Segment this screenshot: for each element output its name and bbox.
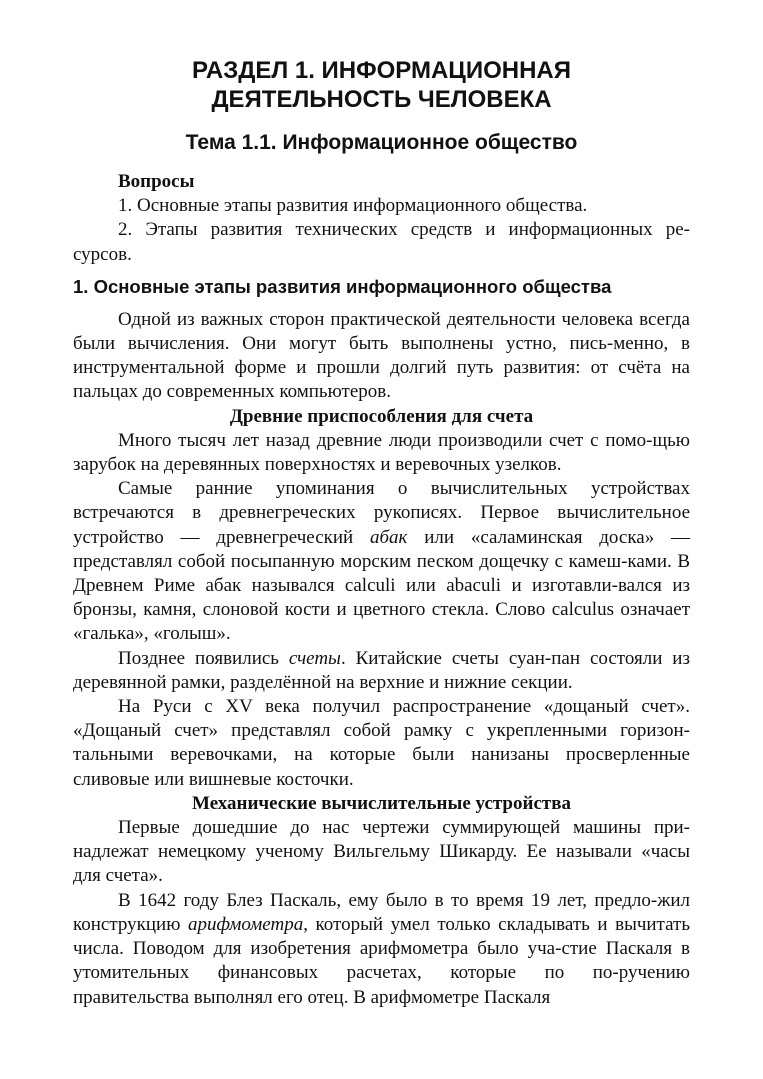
- mechanical-p2-text-b: , который умел только складывать и вычитать числа. Поводом для изобретения арифмометра было уча-стие Паскаля в утомительных финансовых расчетах, которые по по-ручению правительства выполнял его отец. В арифмометре Паскаля: [73, 913, 691, 1008]
- page: [73, 56, 690, 1010]
- ancient-p2-text-b: или «саламинская доска» — представлял собой посыпанную морским песком дощечку с камеш-ками. В Древнем Риме абак назывался calculi или abaculi и изготавли-вался из бронзы, камня, слоновой кости и цветного стекла. Слово calculus означает «галька», «голыш».: [73, 526, 690, 645]
- section-title: [73, 56, 690, 114]
- ancient-p2-text-a: Самые ранние упоминания о вычислительных устройствах встречаются в древнегреческих рукописях. Первое вычислительное устройство — древнегреческий: [73, 478, 690, 548]
- question-2: 2. Этапы развития технических средств и информационных ре-сурсов.: [73, 219, 690, 265]
- mechanical-paragraph-2: [73, 889, 690, 1010]
- question-1: 1. Основные этапы развития информационного общества.: [118, 195, 588, 217]
- mechanical-p2-text-a: В 1642 году Блез Паскаль, ему было в то время 19 лет, предло-жил конструкцию: [73, 889, 690, 935]
- arithmometer-term: арифмометра: [188, 913, 304, 935]
- topic-title: Тема 1.1. Информационное общество: [185, 131, 578, 154]
- chapter-1-heading: 1. Основные этапы развития информационного общества: [73, 275, 612, 297]
- chapter-1-intro: Одной из важных сторон практической деятельности человека всегда были вычисления. Они могут быть выполнены устно, пись-менно, в инструментальной форме и прошли долгий путь развития: от счёта на пальцах до современных компьютеров.: [73, 308, 690, 403]
- ancient-paragraph-2: [73, 477, 690, 646]
- ancient-devices-heading: Древние приспособления для счета: [229, 405, 534, 427]
- ancient-paragraph-3: [73, 647, 690, 695]
- mechanical-paragraph-1: Первые дошедшие до нас чертежи суммирующей машины при-надлежат немецкому ученому Вильгельму Шикарду. Ее называли «часы для счета».: [73, 817, 690, 887]
- questions-heading: Вопросы: [118, 171, 195, 192]
- abacus-term: абак: [370, 526, 408, 548]
- schety-term: счеты: [288, 647, 341, 669]
- ancient-p3-text-a: Позднее появились: [118, 647, 289, 669]
- ancient-paragraph-4: На Руси с XV века получил распространение «дощаный счет». «Дощаный счет» представлял собой рамку с укрепленными горизон-тальными веревочками, на которые были нанизаны просверленные сливовые или вишневые косточки.: [73, 696, 690, 790]
- mechanical-devices-heading: Механические вычислительные устройства: [192, 792, 571, 814]
- section-title-line-1: РАЗДЕЛ 1. ИНФОРМАЦИОННАЯ: [191, 57, 571, 84]
- ancient-p3-text-b: . Китайские счеты суан-пан состояли из деревянной рамки, разделённой на верхние и нижние секции.: [73, 647, 690, 693]
- section-title-line-2: ДЕЯТЕЛЬНОСТЬ ЧЕЛОВЕКА: [211, 86, 552, 113]
- ancient-paragraph-1: Много тысяч лет назад древние люди производили счет с помо-щью зарубок на деревянных поверхностях и веревочных узелков.: [73, 429, 690, 476]
